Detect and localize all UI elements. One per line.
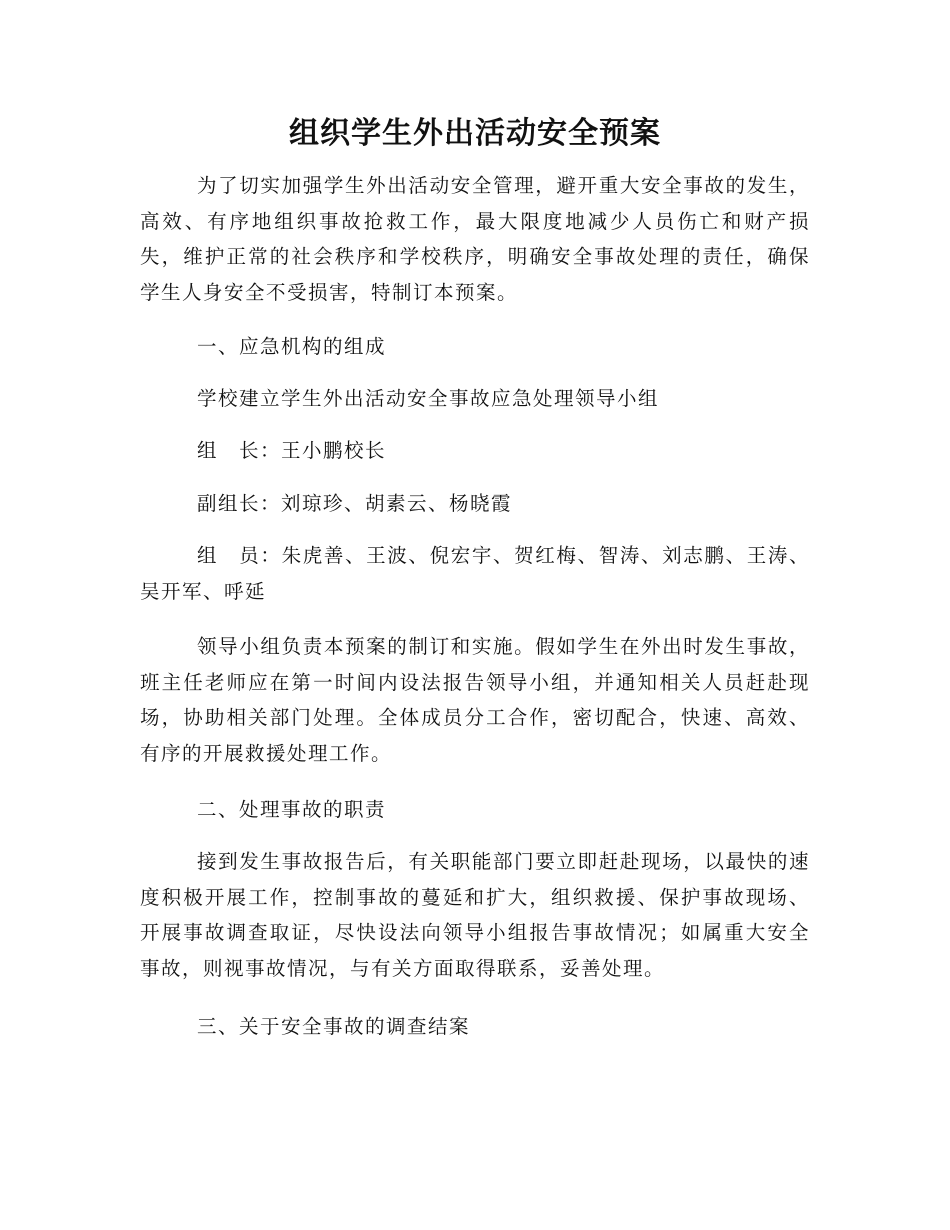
section-1-heading: 一、应急机构的组成 — [197, 335, 387, 358]
document-title: 组织学生外出活动安全预案 — [289, 116, 661, 151]
leadership-group-line: 学校建立学生外出活动安全事故应急处理领导小组 — [197, 387, 660, 410]
section-3-heading: 三、关于安全事故的调查结案 — [197, 1015, 471, 1038]
duties-paragraph: 接到发生事故报告后，有关职能部门要立即赶赴现场，以最快的速度积极开展工作，控制事故的蔓延和扩大，组织救援、保护事故现场、开展事故调查取证，尽快设法向领导小组报告事故情况；如属重大安全事故，则视事故情况，与有关方面取得联系，妥善处理。 — [140, 850, 810, 980]
section-2-heading: 二、处理事故的职责 — [197, 798, 387, 821]
deputy-leader-line: 副组长：刘琼珍、胡素云、杨晓霞 — [197, 492, 513, 515]
group-leader-line: 组 长：王小鹏校长 — [197, 439, 387, 462]
group-members-paragraph: 组 员：朱虎善、王波、倪宏宇、贺红梅、智涛、刘志鹏、王涛、吴开军、呼延 — [140, 544, 810, 603]
responsibility-paragraph: 领导小组负责本预案的制订和实施。假如学生在外出时发生事故，班主任老师应在第一时间内设法报告领导小组，并通知相关人员赶赴现场，协助相关部门处理。全体成员分工合作，密切配合，快速、高效、有序的开展救援处理工作。 — [140, 635, 810, 765]
intro-paragraph: 为了切实加强学生外出活动安全管理，避开重大安全事故的发生，高效、有序地组织事故抢救工作，最大限度地减少人员伤亡和财产损失，维护正常的社会秩序和学校秩序，明确安全事故处理的责任，确保学生人身安全不受损害，特制订本预案。 — [140, 174, 810, 304]
